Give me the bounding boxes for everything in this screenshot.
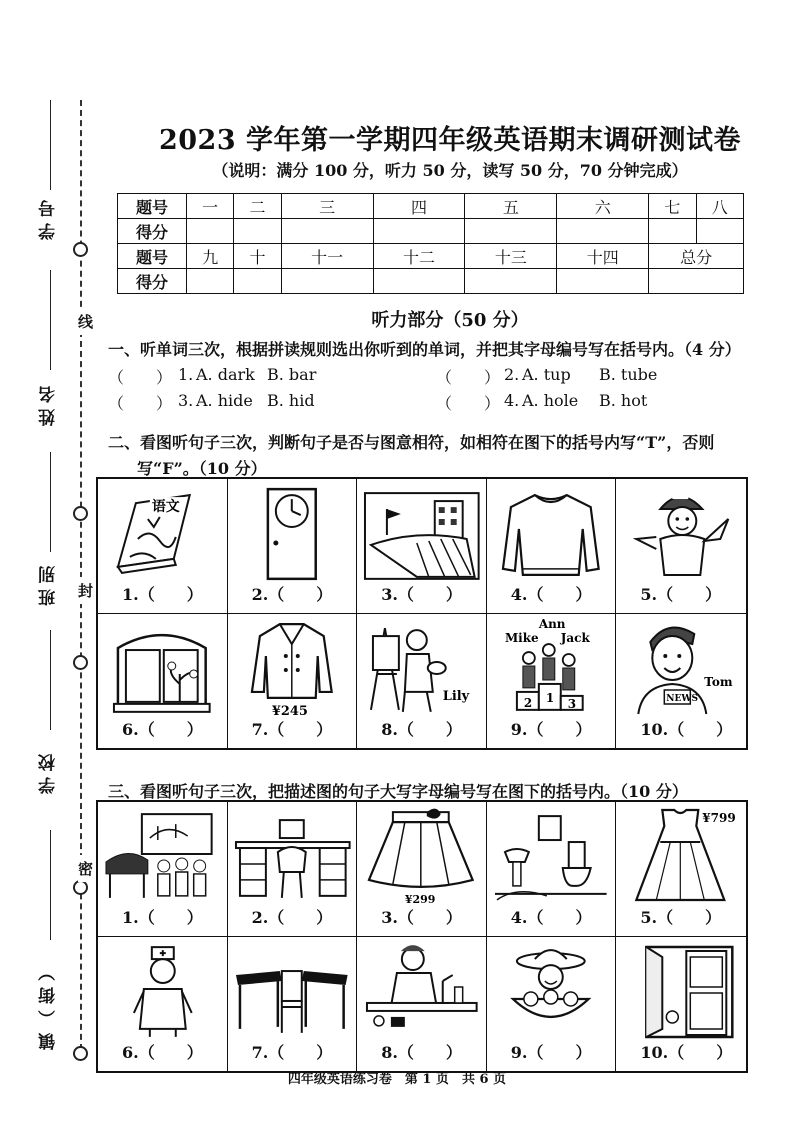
answer-paren[interactable]: （ ） xyxy=(108,368,173,387)
answer-label[interactable]: 6.（ ） xyxy=(122,1043,203,1062)
binding-margin xyxy=(0,0,100,1123)
option-a: A. hole xyxy=(522,391,579,410)
binding-hole xyxy=(73,1046,88,1061)
picture-cell xyxy=(487,937,617,1071)
score-row: 得分 xyxy=(118,269,744,294)
seal-char: 密 xyxy=(78,855,93,882)
score-cell[interactable] xyxy=(557,269,649,294)
option-a: A. hide xyxy=(196,391,253,410)
section3-picture-grid xyxy=(96,800,748,1073)
picture-cell xyxy=(98,802,228,937)
answer-label[interactable]: 8.（ ） xyxy=(381,1043,462,1062)
pilot-icon xyxy=(616,479,746,583)
skirt-price-label: ¥299 xyxy=(405,892,436,906)
class-label: 班别 xyxy=(39,560,59,606)
score-cell[interactable] xyxy=(187,269,234,294)
question-number-row: 题号 一 二 三 四 五 六 七 八 xyxy=(118,194,744,219)
answer-label[interactable]: 3.（ ） xyxy=(381,585,462,604)
item-number: 2. xyxy=(504,365,520,384)
doctor-icon xyxy=(98,937,227,1041)
item-number: 3. xyxy=(178,391,194,410)
picture-cell xyxy=(357,614,487,748)
option-b: B. tube xyxy=(599,365,658,384)
listening-heading: 听力部分（50 分） xyxy=(371,310,529,331)
picture-cell xyxy=(616,479,746,614)
answer-paren[interactable]: （ ） xyxy=(436,368,501,387)
answer-label[interactable]: 1.（ ） xyxy=(122,908,203,927)
picture-cell xyxy=(487,614,617,748)
binding-hole xyxy=(73,655,88,670)
answer-label[interactable]: 9.（ ） xyxy=(510,1043,592,1062)
town-label: 镇（街） xyxy=(39,958,59,1050)
answer-paren[interactable]: （ ） xyxy=(108,394,173,413)
podium-number-icon: 2 xyxy=(523,695,533,710)
answer-label[interactable]: 2.（ ） xyxy=(251,585,333,604)
book-title-label: 语文 xyxy=(151,499,180,516)
binding-hole xyxy=(73,506,88,521)
news-boy-icon xyxy=(616,614,746,718)
score-row: 得分 xyxy=(118,219,744,244)
town-blank[interactable] xyxy=(50,830,51,940)
item-number: 4. xyxy=(504,391,520,410)
score-cell[interactable] xyxy=(234,269,281,294)
picture-cell xyxy=(228,479,358,614)
picture-cell xyxy=(357,479,487,614)
score-cell[interactable] xyxy=(465,219,557,244)
answer-label[interactable]: 4.（ ） xyxy=(510,585,592,604)
school-blank[interactable] xyxy=(50,630,51,730)
painter-name-label: Lily xyxy=(442,688,470,704)
door-with-clock-icon xyxy=(228,479,357,583)
price-label: ¥245 xyxy=(271,703,308,718)
playground-icon xyxy=(357,479,486,583)
score-cell[interactable] xyxy=(696,219,743,244)
section3-instruction: 三、看图听句子三次，把描述图的句子大写字母编号写在图下的括号内。（10 分） xyxy=(108,782,688,801)
farmer-icon xyxy=(487,937,616,1041)
answer-label[interactable]: 7.（ ） xyxy=(251,720,333,739)
school-label: 学校 xyxy=(39,748,59,794)
seal-char: 封 xyxy=(78,577,93,604)
name-blank[interactable] xyxy=(50,270,51,370)
section2-picture-grid xyxy=(96,477,748,750)
binding-hole xyxy=(73,880,88,895)
option-b: B. hid xyxy=(267,391,315,410)
dress-icon xyxy=(616,802,746,906)
score-cell[interactable] xyxy=(234,219,281,244)
section2-instruction-line1: 二、看图听句子三次，判断句子是否与图意相符，如相符在图下的括号内写“T”，否则 xyxy=(108,433,715,452)
podium-icon xyxy=(487,614,616,718)
page-footer: 四年级英语练习卷 第 1 页 共 6 页 xyxy=(287,1072,507,1087)
tom-label: Tom xyxy=(704,675,733,689)
answer-label[interactable]: 6.（ ） xyxy=(122,720,203,739)
score-cell[interactable] xyxy=(373,269,465,294)
picture-cell xyxy=(228,937,358,1071)
option-a: A. tup xyxy=(522,365,571,384)
picture-cell xyxy=(487,802,617,937)
picture-cell xyxy=(357,937,487,1071)
podium-number-icon: 3 xyxy=(567,696,576,711)
binding-hole xyxy=(73,242,88,257)
option-a: A. dark xyxy=(196,365,255,384)
score-cell[interactable] xyxy=(281,269,373,294)
sweater-icon xyxy=(487,479,616,583)
bathroom-icon xyxy=(487,802,616,906)
student-id-label: 学号 xyxy=(39,194,59,240)
picture-cell xyxy=(616,937,746,1071)
dress-price-label: ¥799 xyxy=(702,811,737,825)
section1-instruction: 一、听单词三次，根据拼读规则选出你听到的单词，并把其字母编号写在括号内。（4 分） xyxy=(108,340,741,359)
picture-cell xyxy=(228,802,358,937)
skirt-icon xyxy=(357,802,486,906)
score-cell[interactable] xyxy=(465,269,557,294)
desks-and-chair-icon xyxy=(228,937,357,1041)
picture-cell xyxy=(98,614,228,748)
question-number-row: 题号 九 十 十一 十二 十三 十四 总分 xyxy=(118,244,744,269)
coat-icon xyxy=(228,614,357,718)
answer-label[interactable]: 5.（ ） xyxy=(640,908,722,927)
answer-label[interactable]: 5.（ ） xyxy=(640,585,722,604)
score-cell[interactable] xyxy=(281,219,373,244)
answer-label[interactable]: 10.（ ） xyxy=(640,1043,733,1062)
picture-cell xyxy=(616,614,746,748)
name-label: 姓名 xyxy=(39,380,59,426)
exam-instructions: （说明：满分 100 分，听力 50 分，读写 50 分，70 分钟完成） xyxy=(212,161,688,180)
scientist-icon xyxy=(357,937,486,1041)
answer-label[interactable]: 1.（ ） xyxy=(122,585,203,604)
picture-cell xyxy=(98,479,228,614)
podium-number-icon: 1 xyxy=(545,690,554,705)
answer-label[interactable]: 3.（ ） xyxy=(381,908,462,927)
answer-paren[interactable]: （ ） xyxy=(436,394,501,413)
answer-label[interactable]: 2.（ ） xyxy=(251,908,333,927)
music-room-icon xyxy=(98,802,227,906)
picture-cell xyxy=(228,614,358,748)
mike-label: Mike xyxy=(504,631,539,646)
item-number: 1. xyxy=(178,365,194,384)
total-score-cell[interactable] xyxy=(649,269,744,294)
ann-label: Ann xyxy=(538,617,566,632)
chinese-book-icon xyxy=(98,479,227,583)
picture-cell xyxy=(98,937,228,1071)
computer-desk-icon xyxy=(228,802,357,906)
class-blank[interactable] xyxy=(50,452,51,552)
seal-char: 线 xyxy=(78,308,93,335)
score-cell[interactable] xyxy=(649,219,696,244)
picture-cell xyxy=(616,802,746,937)
answer-label[interactable]: 8.（ ） xyxy=(381,720,462,739)
student-id-blank[interactable] xyxy=(50,100,51,190)
exam-title: 2023 学年第一学期四年级英语期末调研测试卷 xyxy=(158,125,742,156)
option-b: B. bar xyxy=(267,365,317,384)
score-cell[interactable] xyxy=(187,219,234,244)
painter-icon xyxy=(357,614,486,718)
open-door-icon xyxy=(616,937,746,1041)
option-b: B. hot xyxy=(599,391,648,410)
picture-cell xyxy=(357,802,487,937)
answer-label[interactable]: 4.（ ） xyxy=(510,908,592,927)
section2-instruction-line2: 写“F”。（10 分） xyxy=(137,459,267,478)
score-cell[interactable] xyxy=(373,219,465,244)
score-cell[interactable] xyxy=(557,219,649,244)
picture-cell xyxy=(487,479,617,614)
answer-label[interactable]: 9.（ ） xyxy=(510,720,592,739)
answer-label[interactable]: 7.（ ） xyxy=(251,1043,333,1062)
jack-label: Jack xyxy=(560,631,590,646)
news-label: NEWS xyxy=(666,694,699,704)
score-table xyxy=(117,193,744,294)
answer-label[interactable]: 10.（ ） xyxy=(640,720,733,739)
window-with-plant-icon xyxy=(98,614,227,718)
